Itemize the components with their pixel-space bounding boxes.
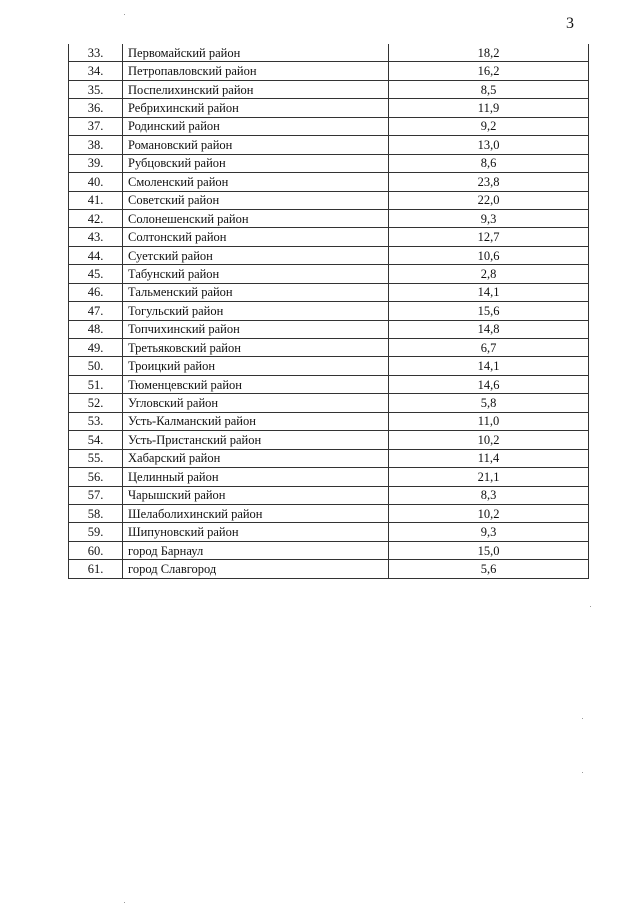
district-name-cell: Табунский район	[123, 265, 389, 283]
value-cell: 11,9	[389, 99, 589, 117]
table-row	[69, 117, 589, 135]
scan-speck	[582, 772, 583, 773]
table-row	[69, 412, 589, 430]
table-row	[69, 394, 589, 412]
value-cell: 10,2	[389, 504, 589, 522]
value-cell: 8,6	[389, 154, 589, 172]
district-name-cell: Первомайский район	[123, 44, 389, 62]
row-number-cell: 55.	[69, 449, 123, 467]
row-number-cell: 54.	[69, 431, 123, 449]
district-name-cell: город Барнаул	[123, 541, 389, 559]
row-number-cell: 58.	[69, 504, 123, 522]
scan-speck	[590, 606, 591, 607]
row-number-cell: 33.	[69, 44, 123, 62]
row-number-cell: 51.	[69, 375, 123, 393]
row-number-cell: 53.	[69, 412, 123, 430]
row-number-cell: 36.	[69, 99, 123, 117]
table-row	[69, 468, 589, 486]
table-row	[69, 541, 589, 559]
value-cell: 21,1	[389, 468, 589, 486]
table-row	[69, 173, 589, 191]
value-cell: 6,7	[389, 339, 589, 357]
table-row	[69, 99, 589, 117]
district-name-cell: Усть-Калманский район	[123, 412, 389, 430]
table-row	[69, 283, 589, 301]
value-cell: 23,8	[389, 173, 589, 191]
table-row	[69, 191, 589, 209]
table-row	[69, 504, 589, 522]
value-cell: 14,1	[389, 357, 589, 375]
district-name-cell: Родинский район	[123, 117, 389, 135]
district-name-cell: Советский район	[123, 191, 389, 209]
scan-speck	[124, 14, 125, 15]
value-cell: 5,8	[389, 394, 589, 412]
row-number-cell: 39.	[69, 154, 123, 172]
district-name-cell: Петропавловский район	[123, 62, 389, 80]
table-row	[69, 136, 589, 154]
row-number-cell: 43.	[69, 228, 123, 246]
value-cell: 11,0	[389, 412, 589, 430]
row-number-cell: 41.	[69, 191, 123, 209]
table-row	[69, 339, 589, 357]
district-name-cell: город Славгород	[123, 560, 389, 578]
value-cell: 10,6	[389, 246, 589, 264]
value-cell: 9,2	[389, 117, 589, 135]
value-cell: 11,4	[389, 449, 589, 467]
value-cell: 13,0	[389, 136, 589, 154]
district-name-cell: Троицкий район	[123, 357, 389, 375]
table-row	[69, 449, 589, 467]
table-row	[69, 320, 589, 338]
row-number-cell: 40.	[69, 173, 123, 191]
row-number-cell: 42.	[69, 209, 123, 227]
row-number-cell: 38.	[69, 136, 123, 154]
row-number-cell: 56.	[69, 468, 123, 486]
value-cell: 9,3	[389, 523, 589, 541]
district-name-cell: Угловский район	[123, 394, 389, 412]
table-row	[69, 62, 589, 80]
table-row	[69, 375, 589, 393]
district-name-cell: Тюменцевский район	[123, 375, 389, 393]
row-number-cell: 47.	[69, 302, 123, 320]
value-cell: 15,0	[389, 541, 589, 559]
row-number-cell: 45.	[69, 265, 123, 283]
value-cell: 9,3	[389, 209, 589, 227]
value-cell: 8,5	[389, 80, 589, 98]
district-name-cell: Суетский район	[123, 246, 389, 264]
page-number: 3	[566, 15, 574, 32]
value-cell: 14,6	[389, 375, 589, 393]
district-name-cell: Тальменский район	[123, 283, 389, 301]
table-row	[69, 302, 589, 320]
row-number-cell: 35.	[69, 80, 123, 98]
district-name-cell: Романовский район	[123, 136, 389, 154]
table-row	[69, 265, 589, 283]
value-cell: 15,6	[389, 302, 589, 320]
table-body	[69, 44, 589, 578]
district-name-cell: Ребрихинский район	[123, 99, 389, 117]
district-name-cell: Солонешенский район	[123, 209, 389, 227]
value-cell: 12,7	[389, 228, 589, 246]
row-number-cell: 57.	[69, 486, 123, 504]
table-row	[69, 246, 589, 264]
district-name-cell: Усть-Пристанский район	[123, 431, 389, 449]
table-row	[69, 523, 589, 541]
value-cell: 16,2	[389, 62, 589, 80]
table-row	[69, 209, 589, 227]
row-number-cell: 61.	[69, 560, 123, 578]
district-values-table	[68, 44, 589, 579]
value-cell: 22,0	[389, 191, 589, 209]
table-row	[69, 154, 589, 172]
table-row	[69, 357, 589, 375]
district-name-cell: Смоленский район	[123, 173, 389, 191]
value-cell: 5,6	[389, 560, 589, 578]
district-name-cell: Шелаболихинский район	[123, 504, 389, 522]
row-number-cell: 34.	[69, 62, 123, 80]
row-number-cell: 44.	[69, 246, 123, 264]
value-cell: 14,1	[389, 283, 589, 301]
district-name-cell: Хабарский район	[123, 449, 389, 467]
value-cell: 18,2	[389, 44, 589, 62]
scan-speck	[582, 718, 583, 719]
district-name-cell: Чарышский район	[123, 486, 389, 504]
district-name-cell: Третьяковский район	[123, 339, 389, 357]
row-number-cell: 59.	[69, 523, 123, 541]
row-number-cell: 49.	[69, 339, 123, 357]
district-name-cell: Топчихинский район	[123, 320, 389, 338]
district-name-cell: Шипуновский район	[123, 523, 389, 541]
scan-speck	[124, 902, 125, 903]
table-row	[69, 80, 589, 98]
value-cell: 10,2	[389, 431, 589, 449]
district-name-cell: Рубцовский район	[123, 154, 389, 172]
row-number-cell: 46.	[69, 283, 123, 301]
row-number-cell: 37.	[69, 117, 123, 135]
district-name-cell: Целинный район	[123, 468, 389, 486]
table-row	[69, 486, 589, 504]
row-number-cell: 48.	[69, 320, 123, 338]
district-name-cell: Солтонский район	[123, 228, 389, 246]
row-number-cell: 60.	[69, 541, 123, 559]
table-row	[69, 228, 589, 246]
table-row	[69, 44, 589, 62]
table-row	[69, 431, 589, 449]
district-name-cell: Поспелихинский район	[123, 80, 389, 98]
row-number-cell: 52.	[69, 394, 123, 412]
row-number-cell: 50.	[69, 357, 123, 375]
table-row	[69, 560, 589, 578]
district-name-cell: Тогульский район	[123, 302, 389, 320]
value-cell: 8,3	[389, 486, 589, 504]
value-cell: 14,8	[389, 320, 589, 338]
value-cell: 2,8	[389, 265, 589, 283]
